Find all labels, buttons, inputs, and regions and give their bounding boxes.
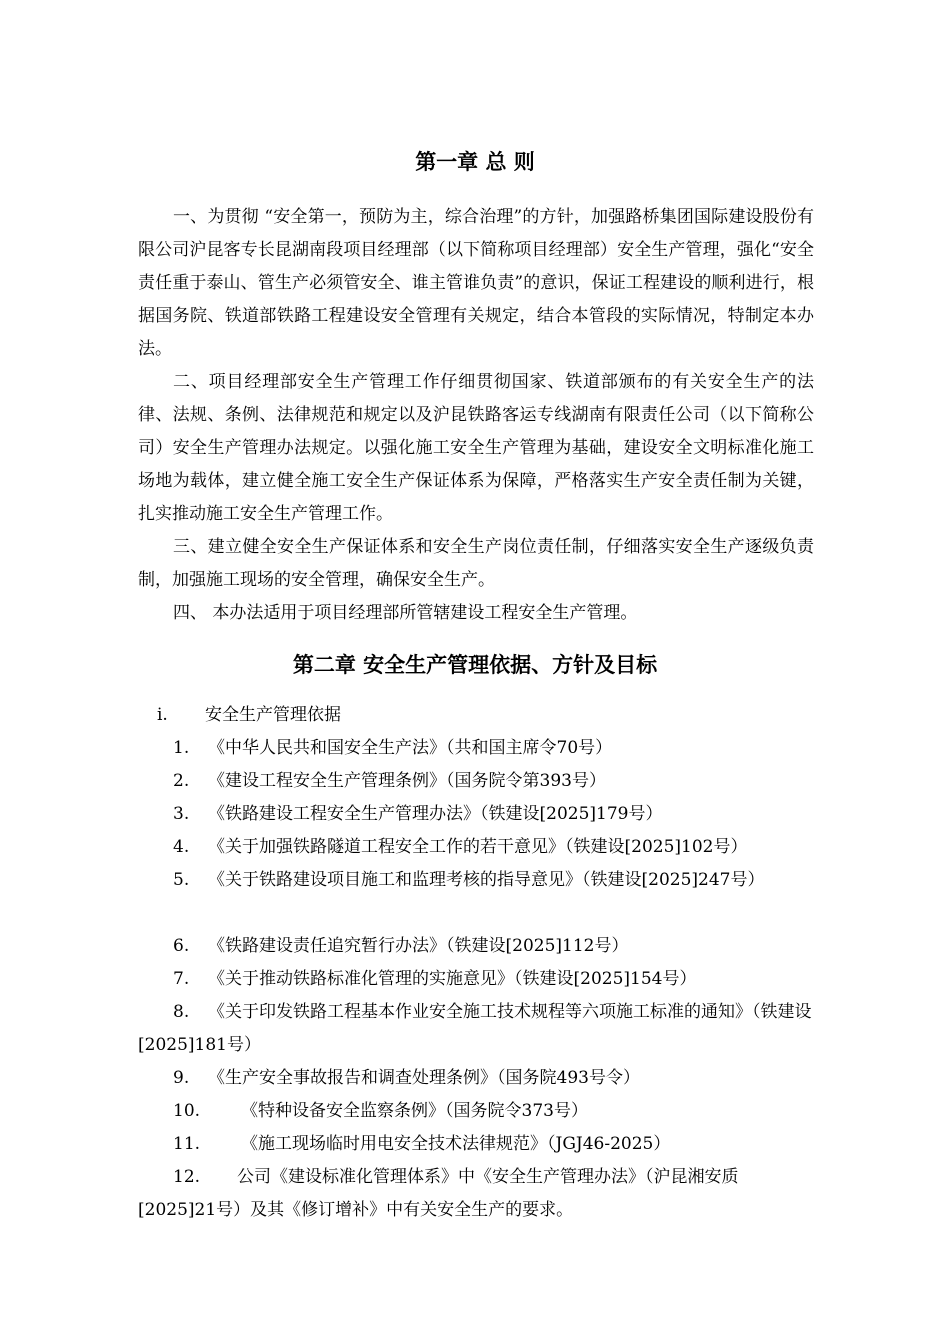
list-item-text: 《关于推动铁路标准化管理的实施意见》（铁建设[2025]154号） <box>208 969 697 989</box>
list-item-number: 10. <box>173 1101 201 1121</box>
list-item-text: 《关于印发铁路工程基本作业安全施工技术规程等六项施工标准的通知》（铁建设[2025]181号） <box>138 1002 812 1055</box>
list-item-number: 12. <box>173 1167 201 1187</box>
section-marker: i. <box>157 705 168 725</box>
list-item-text: 《中华人民共和国安全生产法》（共和国主席令70号） <box>208 738 613 758</box>
chapter-1-title: 第一章 总 则 <box>415 150 535 174</box>
list-item-text: 《特种设备安全监察条例》（国务院令373号） <box>241 1101 588 1121</box>
list-item <box>173 963 696 996</box>
list-item-text: 《关于铁路建设项目施工和监理考核的指导意见》（铁建设[2025]247号） <box>208 870 765 890</box>
chapter-1-paragraph-4: 四、 本办法适用于项目经理部所管辖建设工程安全生产管理。 <box>173 603 638 623</box>
list-item <box>173 765 606 798</box>
list-item-text: 《生产安全事故报告和调查处理条例》（国务院493号令） <box>208 1068 640 1088</box>
list-item-number: 4. <box>173 837 190 857</box>
chapter-2-title: 第二章 安全生产管理依据、方针及目标 <box>292 653 658 677</box>
section-title: 安全生产管理依据 <box>205 705 341 725</box>
chapter-1-paragraph-3: 三、建立健全安全生产保证体系和安全生产岗位责任制，仔细落实安全生产逐级负责制，加强施工现场的安全管理，确保安全生产。 <box>138 537 814 590</box>
list-item-number: 8. <box>173 1002 190 1022</box>
list-item <box>173 1095 588 1128</box>
list-item-text: 公司《建设标准化管理体系》中《安全生产管理办法》（沪昆湘安质[2025]21号）及其《修订增补》中有关安全生产的要求。 <box>138 1167 739 1220</box>
list-item <box>138 1161 814 1227</box>
list-item <box>173 732 612 765</box>
list-item-number: 9. <box>173 1068 190 1088</box>
list-item-text: 《铁路建设责任追究暂行办法》（铁建设[2025]112号） <box>208 936 629 956</box>
list-item <box>173 798 662 831</box>
list-item-number: 2. <box>173 771 190 791</box>
list-item-text: 《关于加强铁路隧道工程安全工作的若干意见》（铁建设[2025]102号） <box>208 837 748 857</box>
list-item-number: 3. <box>173 804 190 824</box>
list-item-number: 5. <box>173 870 190 890</box>
list-item-text: 《施工现场临时用电安全技术法律规范》（JGJ46-2025） <box>241 1134 671 1154</box>
list-item <box>138 996 814 1062</box>
list-item-number: 6. <box>173 936 190 956</box>
chapter-1-paragraph-2: 二、项目经理部安全生产管理工作仔细贯彻国家、铁道部颁布的有关安全生产的法律、法规、条例、法律规范和规定以及沪昆铁路客运专线湖南有限责任公司（以下简称公司）安全生产管理办法规定。以强化施工安全生产管理为基础，建设安全文明标准化施工场地为载体，建立健全施工安全生产保证体系为保障，严格落实生产安全责任制为关键，扎实推动施工安全生产管理工作。 <box>138 372 814 524</box>
list-item <box>138 864 814 897</box>
list-item <box>173 831 747 864</box>
list-item-text: 《铁路建设工程安全生产管理办法》（铁建设[2025]179号） <box>208 804 663 824</box>
list-item-text: 《建设工程安全生产管理条例》（国务院令第393号） <box>208 771 606 791</box>
list-item <box>173 1128 670 1161</box>
section-heading <box>157 699 341 732</box>
list-item-number: 11. <box>173 1134 201 1154</box>
list-item-number: 1. <box>173 738 190 758</box>
list-item-number: 7. <box>173 969 190 989</box>
chapter-1-paragraph-1: 一、为贯彻 “安全第一，预防为主，综合治理”的方针，加强路桥集团国际建设股份有限公司沪昆客专长昆湖南段项目经理部（以下简称项目经理部）安全生产管理，强化“安全责任重于泰山、管生产必须管安全、谁主管谁负责”的意识，保证工程建设的顺利进行，根据国务院、铁道部铁路工程建设安全管理有关规定，结合本管段的实际情况，特制定本办法。 <box>138 207 814 359</box>
list-item <box>173 1062 640 1095</box>
list-item <box>173 930 628 963</box>
